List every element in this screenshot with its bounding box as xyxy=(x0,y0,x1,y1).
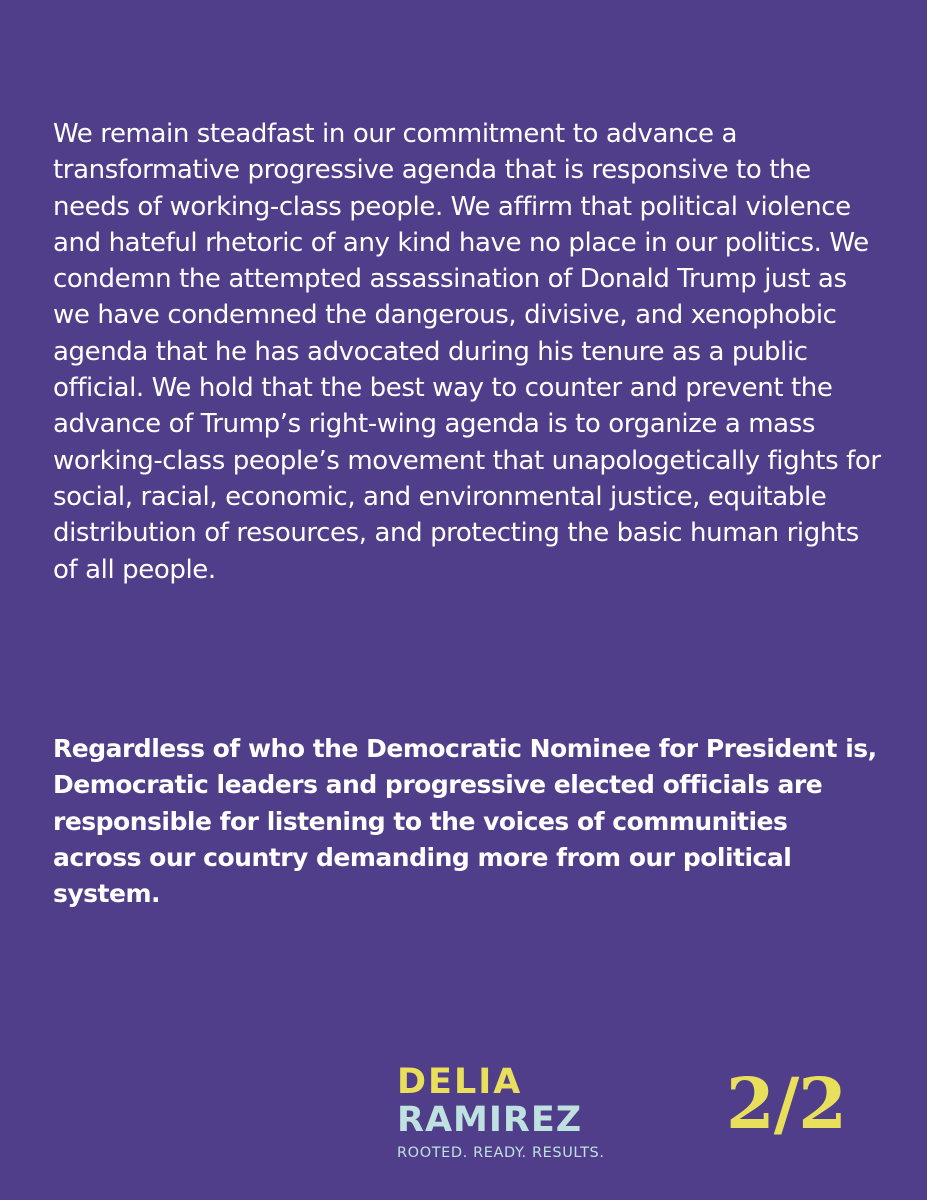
logo-first-name: DELIA xyxy=(397,1062,523,1102)
logo-last-name: RAMIREZ xyxy=(397,1100,583,1140)
campaign-logo xyxy=(397,1062,605,1173)
statement-callout: Regardless of who the Democratic Nominee for President is, Democratic leaders and progressive elected officials are responsible for listening to the voices of communities across our country demanding more from our political system. xyxy=(53,734,877,909)
statement-paragraph: We remain steadfast in our commitment to advance a transformative progressive agenda that is responsive to the needs of working-class people. We affirm that political violence and hateful rhetoric of any kind have no place in our politics. We condemn the attempted assassination of Donald Trump just as we have condemned the dangerous, divisive, and xenophobic agenda that he has advocated during his tenure as a public official. We hold that the best way to counter and prevent the advance of Trump’s right-wing agenda is to organize a mass working-class people’s movement that unapologetically fights for social, racial, economic, and environmental justice, equitable distribution of resources, and protecting the basic human rights of all people. xyxy=(53,119,881,585)
logo-tagline: ROOTED. READY. RESULTS. xyxy=(397,1145,605,1161)
page-number: 2/2 xyxy=(726,1062,846,1145)
